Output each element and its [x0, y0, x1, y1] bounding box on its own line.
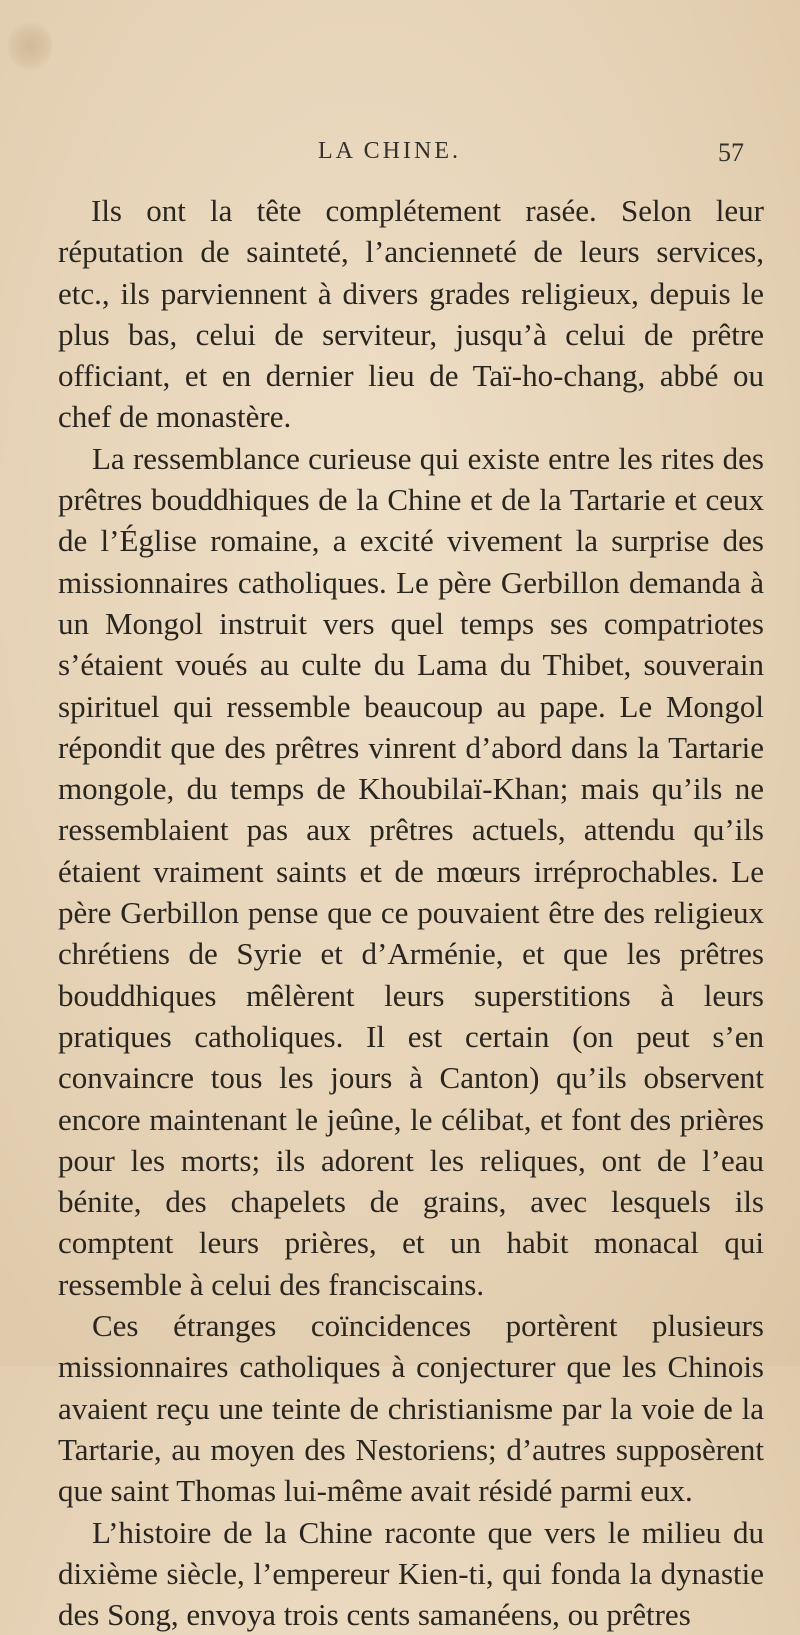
paragraph: L’histoire de la Chine raconte que vers le milieu du dixième siècle, l’empereur Kien-ti, qui fonda la dynastie des Song, envoya trois cents samanéens, ou prêtres [58, 1512, 764, 1635]
paper-stain [8, 20, 52, 72]
running-head [0, 138, 800, 178]
paragraph: La ressemblance curieuse qui existe entre les rites des prêtres bouddhiques de la Chine et de la Tartarie et ceux de l’Église romaine, a excité vivement la surprise des missionnaires catholiques. Le père Gerbillon demanda à un Mongol instruit vers quel temps ses compatriotes s’étaient voués au culte du Lama du Thibet, souverain spirituel qui ressemble beaucoup au pape. Le Mongol répondit que des prêtres vinrent d’abord dans la Tartarie mongole, du temps de Khoubilaï-Khan; mais qu’ils ne ressemblaient pas aux prêtres actuels, attendu qu’ils étaient vraiment saints et de mœurs irréprochables. Le père Gerbillon pense que ce pouvaient être des religieux chrétiens de Syrie et d’Arménie, et que les prêtres bouddhiques mêlèrent leurs superstitions à leurs pratiques catholiques. Il est certain (on peut s’en convaincre tous les jours à Canton) qu’ils observent encore maintenant le jeûne, le célibat, et font des prières pour les morts; ils adorent les reliques, ont de l’eau bénite, des chapelets de grains, avec lesquels ils comptent leurs prières, et un habit monacal qui ressemble à celui des franciscains. [58, 438, 764, 1305]
body-text [58, 190, 764, 1635]
page-number: 57 [718, 138, 744, 168]
running-title: LA CHINE. [318, 138, 461, 165]
paragraph: Ces étranges coïncidences portèrent plusieurs missionnaires catholiques à conjecturer que les Chinois avaient reçu une teinte de christianisme par la voie de la Tartarie, au moyen des Nestoriens; d’autres supposèrent que saint Thomas lui-même avait résidé parmi eux. [58, 1305, 764, 1511]
paragraph: Ils ont la tête complétement rasée. Selon leur réputation de sainteté, l’ancienneté de leurs services, etc., ils parviennent à divers grades religieux, depuis le plus bas, celui de serviteur, jusqu’à celui de prêtre officiant, et en dernier lieu de Taï-ho-chang, abbé ou chef de monastère. [58, 190, 764, 438]
